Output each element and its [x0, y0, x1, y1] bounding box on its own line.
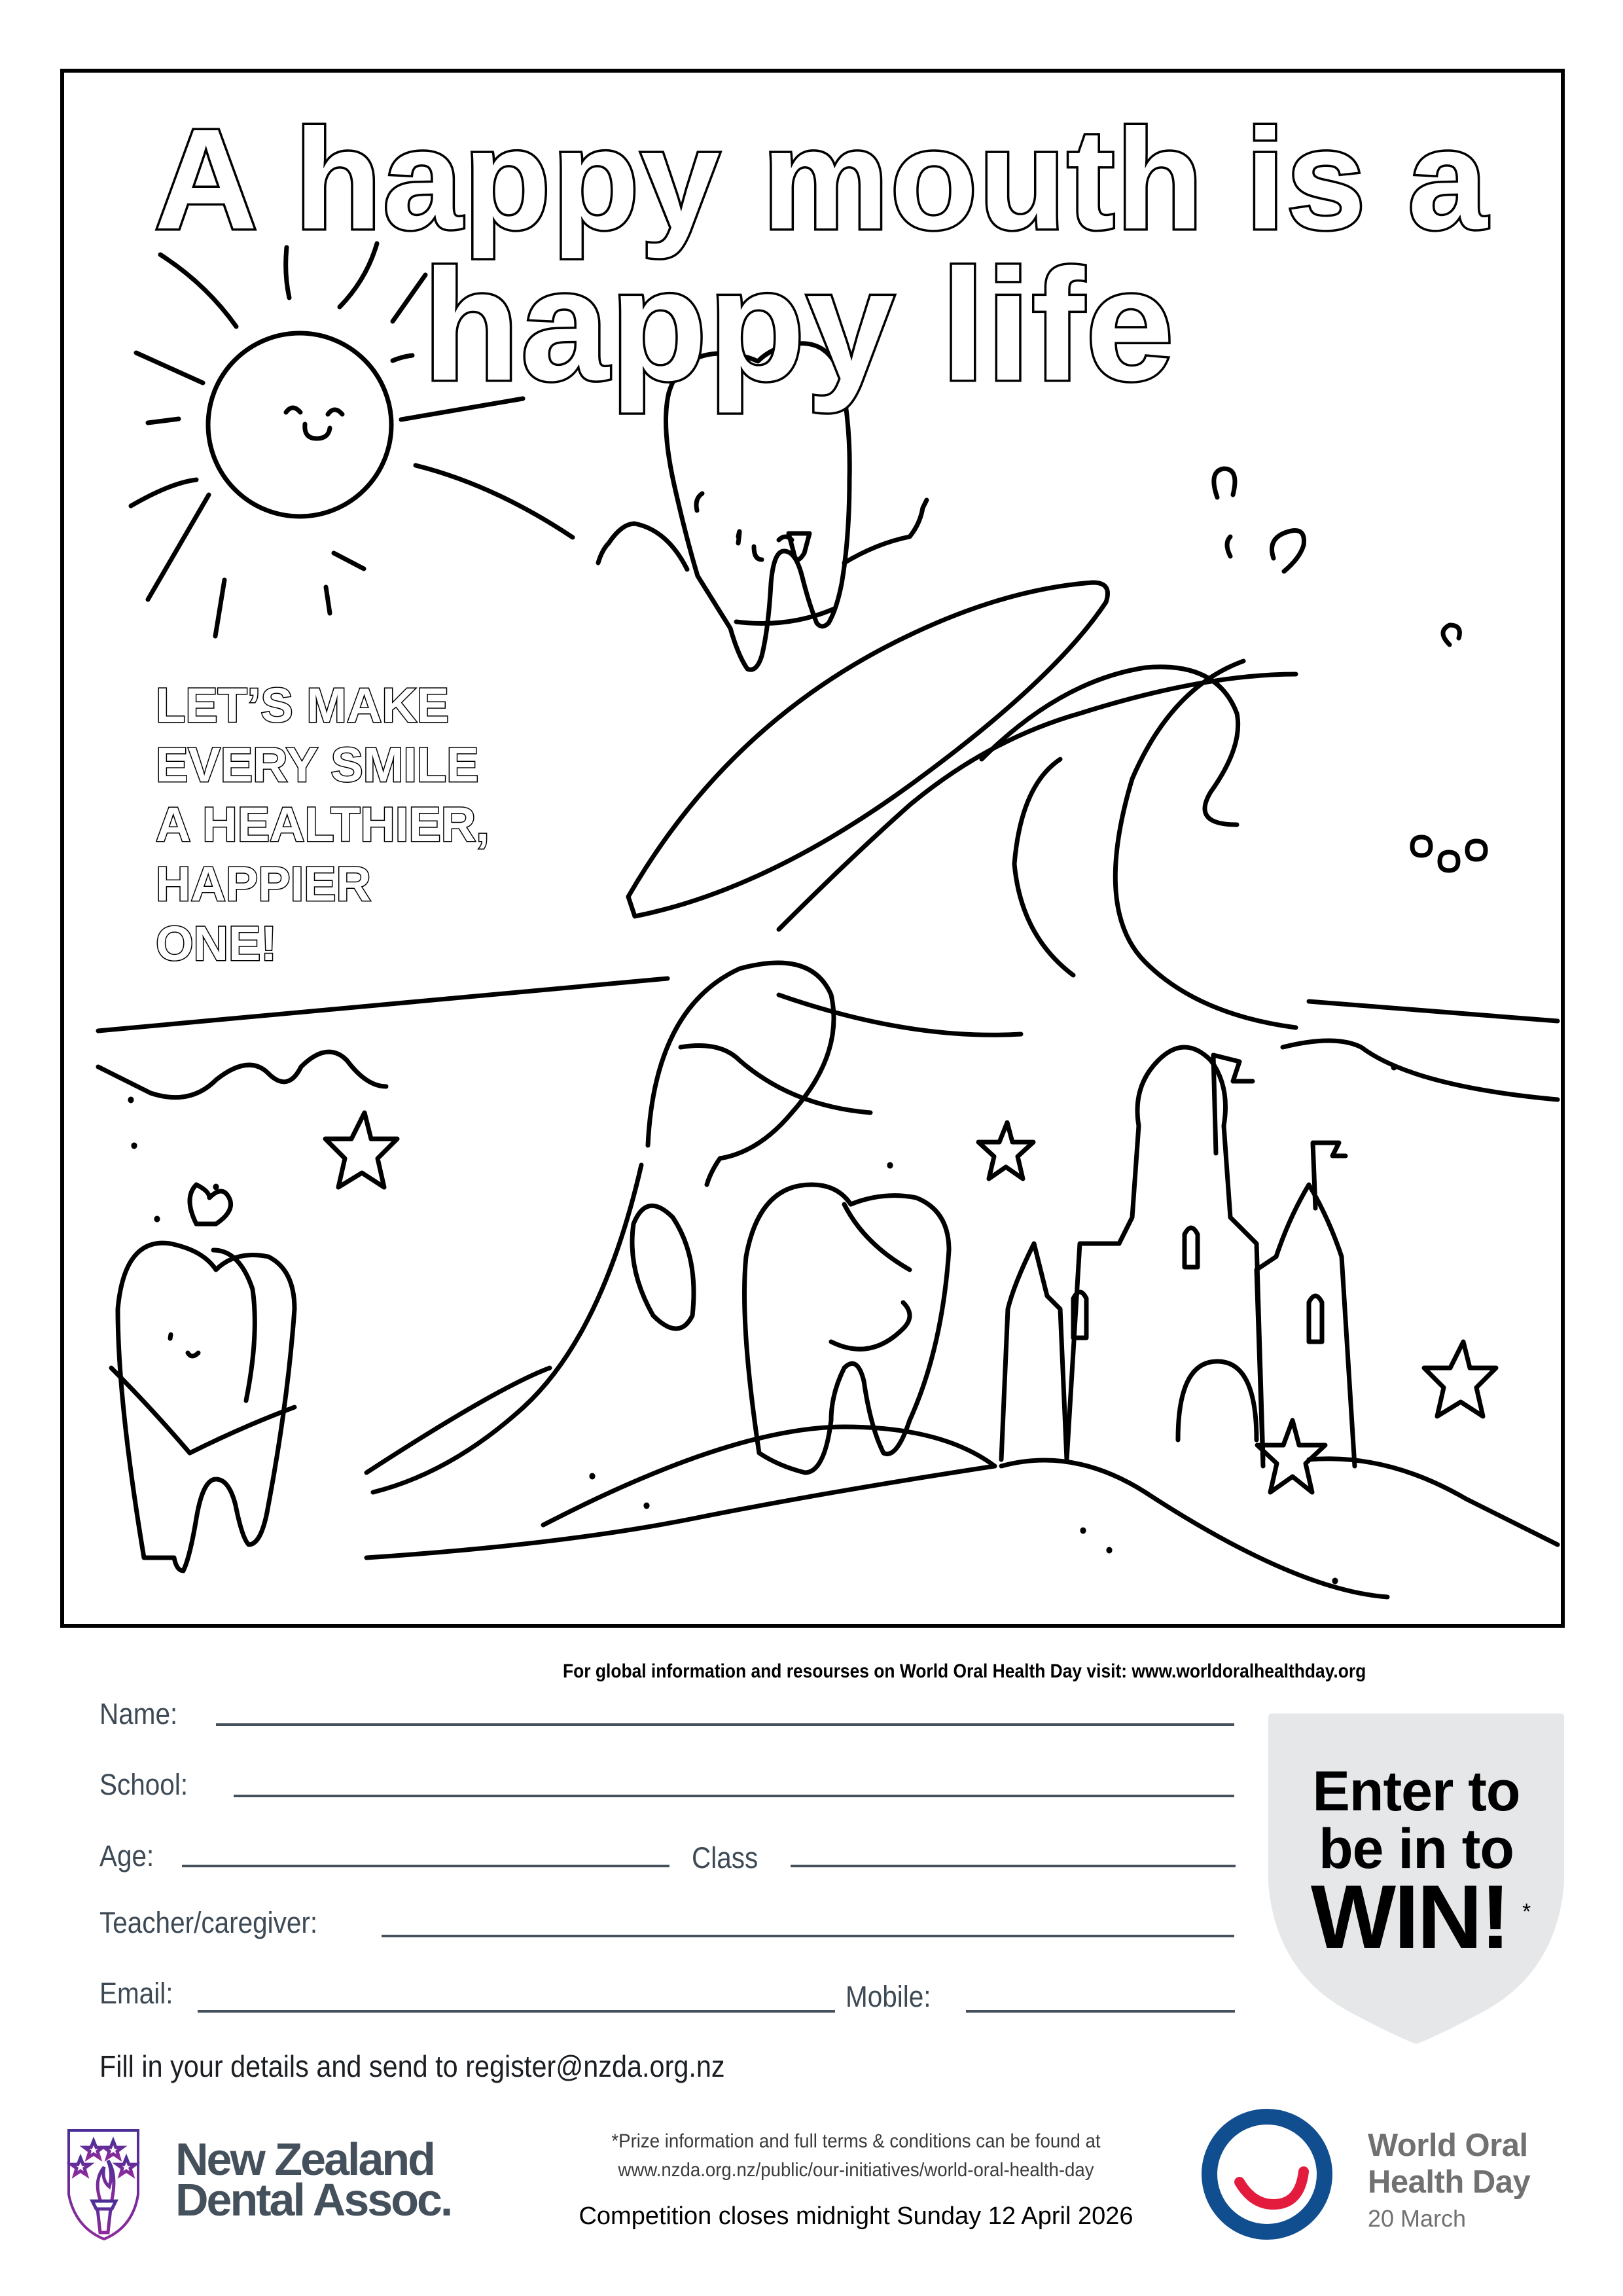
wohd-wordmark: [1368, 2127, 1530, 2234]
headline-line-2: happy life: [423, 237, 1175, 414]
class-label: Class: [692, 1841, 758, 1874]
sandcastle-icon: [1001, 1047, 1355, 1466]
school-label: School:: [99, 1768, 188, 1801]
rugby-ball-icon: [632, 1206, 694, 1329]
headline-line-1: A happy mouth is a: [154, 100, 1489, 259]
wohd-title: [1368, 2127, 1530, 2200]
prize-info-line-1: *Prize information and full terms & conditions can be found at: [611, 2130, 1101, 2152]
slogan-line: ONE!: [156, 916, 277, 971]
balloon-icon: [648, 963, 834, 1185]
prize-information: [535, 2127, 1177, 2185]
slogan: [156, 675, 490, 973]
submission-instructions: Fill in your details and send to register@nzda.org.nz: [99, 2049, 725, 2083]
wohd-smile-icon: [1199, 2109, 1335, 2240]
win-line-2: be in to: [1319, 1818, 1514, 1880]
tooth-with-toothbrush-icon: [118, 1243, 294, 1571]
starfish-icon: [1257, 1420, 1325, 1492]
nzda-line-1: New Zealand: [175, 2134, 434, 2185]
age-field[interactable]: [182, 1865, 669, 1867]
competition-closing-date: Competition closes midnight Sunday 12 April 2026: [579, 2202, 1133, 2230]
class-field[interactable]: [791, 1865, 1236, 1867]
slogan-line: HAPPIER: [156, 857, 371, 911]
starfish-icon: [325, 1113, 397, 1187]
nzda-line-2: Dental Assoc.: [175, 2174, 452, 2225]
wohd-title-line-2: Health Day: [1368, 2164, 1531, 2200]
wohd-date: 20 March: [1368, 2205, 1467, 2232]
wohd-title-line-1: World Oral: [1368, 2128, 1528, 2163]
win-badge: [1268, 1713, 1564, 2049]
wave-icon: [779, 661, 1296, 1028]
asterisk-icon: *: [1522, 1899, 1531, 1924]
email-label: Email:: [99, 1977, 173, 2010]
prize-info-url[interactable]: www.nzda.org.nz/public/our-initiatives/world-oral-health-day: [618, 2159, 1094, 2181]
slogan-line: LET’S MAKE: [156, 678, 450, 732]
shell-icon: [190, 1185, 231, 1224]
age-label: Age:: [99, 1839, 154, 1873]
starfish-icon: [1424, 1342, 1496, 1416]
win-line-3: WIN!: [1310, 1867, 1509, 1967]
teacher-caregiver-label: Teacher/caregiver:: [99, 1906, 318, 1939]
win-line-1: Enter to: [1312, 1760, 1520, 1823]
surfboard-icon: [628, 583, 1108, 916]
slogan-line: A HEALTHIER,: [156, 797, 490, 852]
teacher-caregiver-field[interactable]: [382, 1935, 1234, 1937]
name-label: Name:: [99, 1697, 178, 1731]
slogan-line: EVERY SMILE: [156, 738, 479, 792]
rugby-tooth-icon: [745, 1185, 950, 1473]
starfish-icon: [978, 1122, 1033, 1179]
mobile-label: Mobile:: [846, 1980, 931, 2013]
world-oral-health-day-info: For global information and resourses on World Oral Health Day visit: www.worldoralhealthday.org: [563, 1660, 1366, 1682]
name-field[interactable]: [216, 1723, 1234, 1726]
email-field[interactable]: [198, 2010, 835, 2013]
nzda-wordmark: [175, 2134, 452, 2225]
mobile-field[interactable]: [966, 2010, 1235, 2013]
school-field[interactable]: [234, 1795, 1234, 1797]
